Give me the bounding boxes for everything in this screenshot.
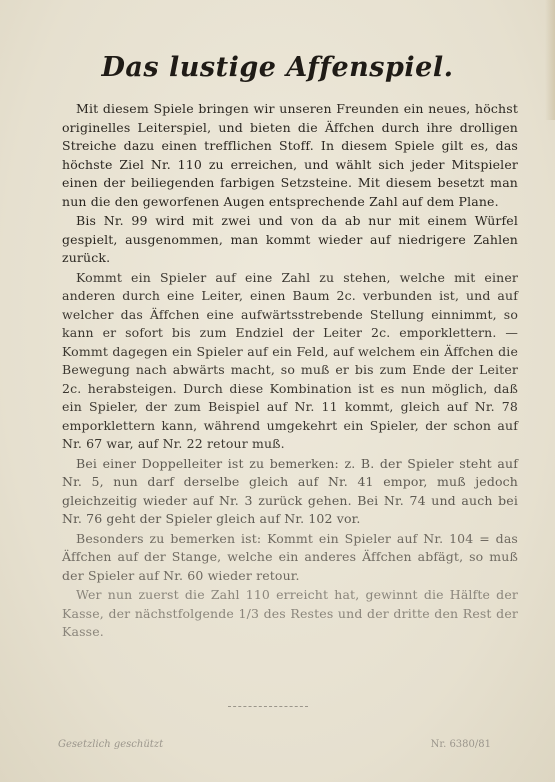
- paragraph-ladders: Kommt ein Spieler auf eine Zahl zu stehen, welche mit einer anderen durch eine Leiter, einen Baum 2c. verbunden ist, und auf welcher das Äffchen eine aufwärtsstrebende Stellung einnimmt, so kann er sofort bis zum Endziel der Leiter 2c. emporklettern. — Kommt dagegen ein Spieler auf ein Feld, auf welchem ein Äffchen die Bewegung nach abwärts macht, so muß er bis zum Ende der Leiter 2c. herabsteigen. Durch diese Kombination ist es nun möglich, daß ein Spieler, der zum Beispiel auf Nr. 11 kommt, gleich auf Nr. 78 emporklettern kann, während umgekehrt ein Spieler, der schon auf Nr. 67 war, auf Nr. 22 retour muß.: [62, 269, 518, 451]
- document-title: Das lustige Affenspiel.: [101, 52, 454, 83]
- paragraph-intro: Mit diesem Spiele bringen wir unseren Freunden ein neues, höchst originelles Leiterspiel, und bieten die Äffchen durch ihre drolligen Streiche dazu einen trefflichen Stoff. In diesem Spiele gilt es, das höchste Ziel Nr. 110 zu erreichen, und wählt sich jeder Mitspieler einen der beiliegenden farbigen Setzsteine. Mit diesem besetzt man nun die den geworfenen Augen entsprechende Zahl auf dem Plane.: [62, 101, 518, 209]
- paragraph-winner: Wer nun zuerst die Zahl 110 erreicht hat, gewinnt die Hälfte der Kasse, der nächstfolgende 1/3 des Restes und der dritte den Rest der Kasse.: [62, 587, 518, 639]
- paragraph-double-ladder: Bei einer Doppelleiter ist zu bemerken: z. B. der Spieler steht auf Nr. 5, nun darf derselbe gleich auf Nr. 41 empor, muß jedoch gleichzeitig wieder auf Nr. 3 zurück gehen. Bei Nr. 74 und auch bei Nr. 76 geht der Spieler gleich auf Nr. 102 vor.: [62, 455, 518, 526]
- footer-protection-note: Gesetzlich geschützt: [58, 739, 164, 750]
- paragraph-special-note: Besonders zu bemerken ist: Kommt ein Spieler auf Nr. 104 = das Äffchen auf der Stange, welche ein anderes Äffchen abfägt, so muß der Spieler auf Nr. 60 wieder retour.: [62, 530, 518, 583]
- paragraph-dice: Bis Nr. 99 wird mit zwei und von da ab nur mit einem Würfel gespielt, ausgenommen, man kommt wieder auf niedrigere Zahlen zurück.: [62, 213, 518, 265]
- footer-number: Nr. 6380/81: [430, 739, 491, 750]
- rules-text: [62, 100, 518, 642]
- divider-line: [228, 706, 308, 707]
